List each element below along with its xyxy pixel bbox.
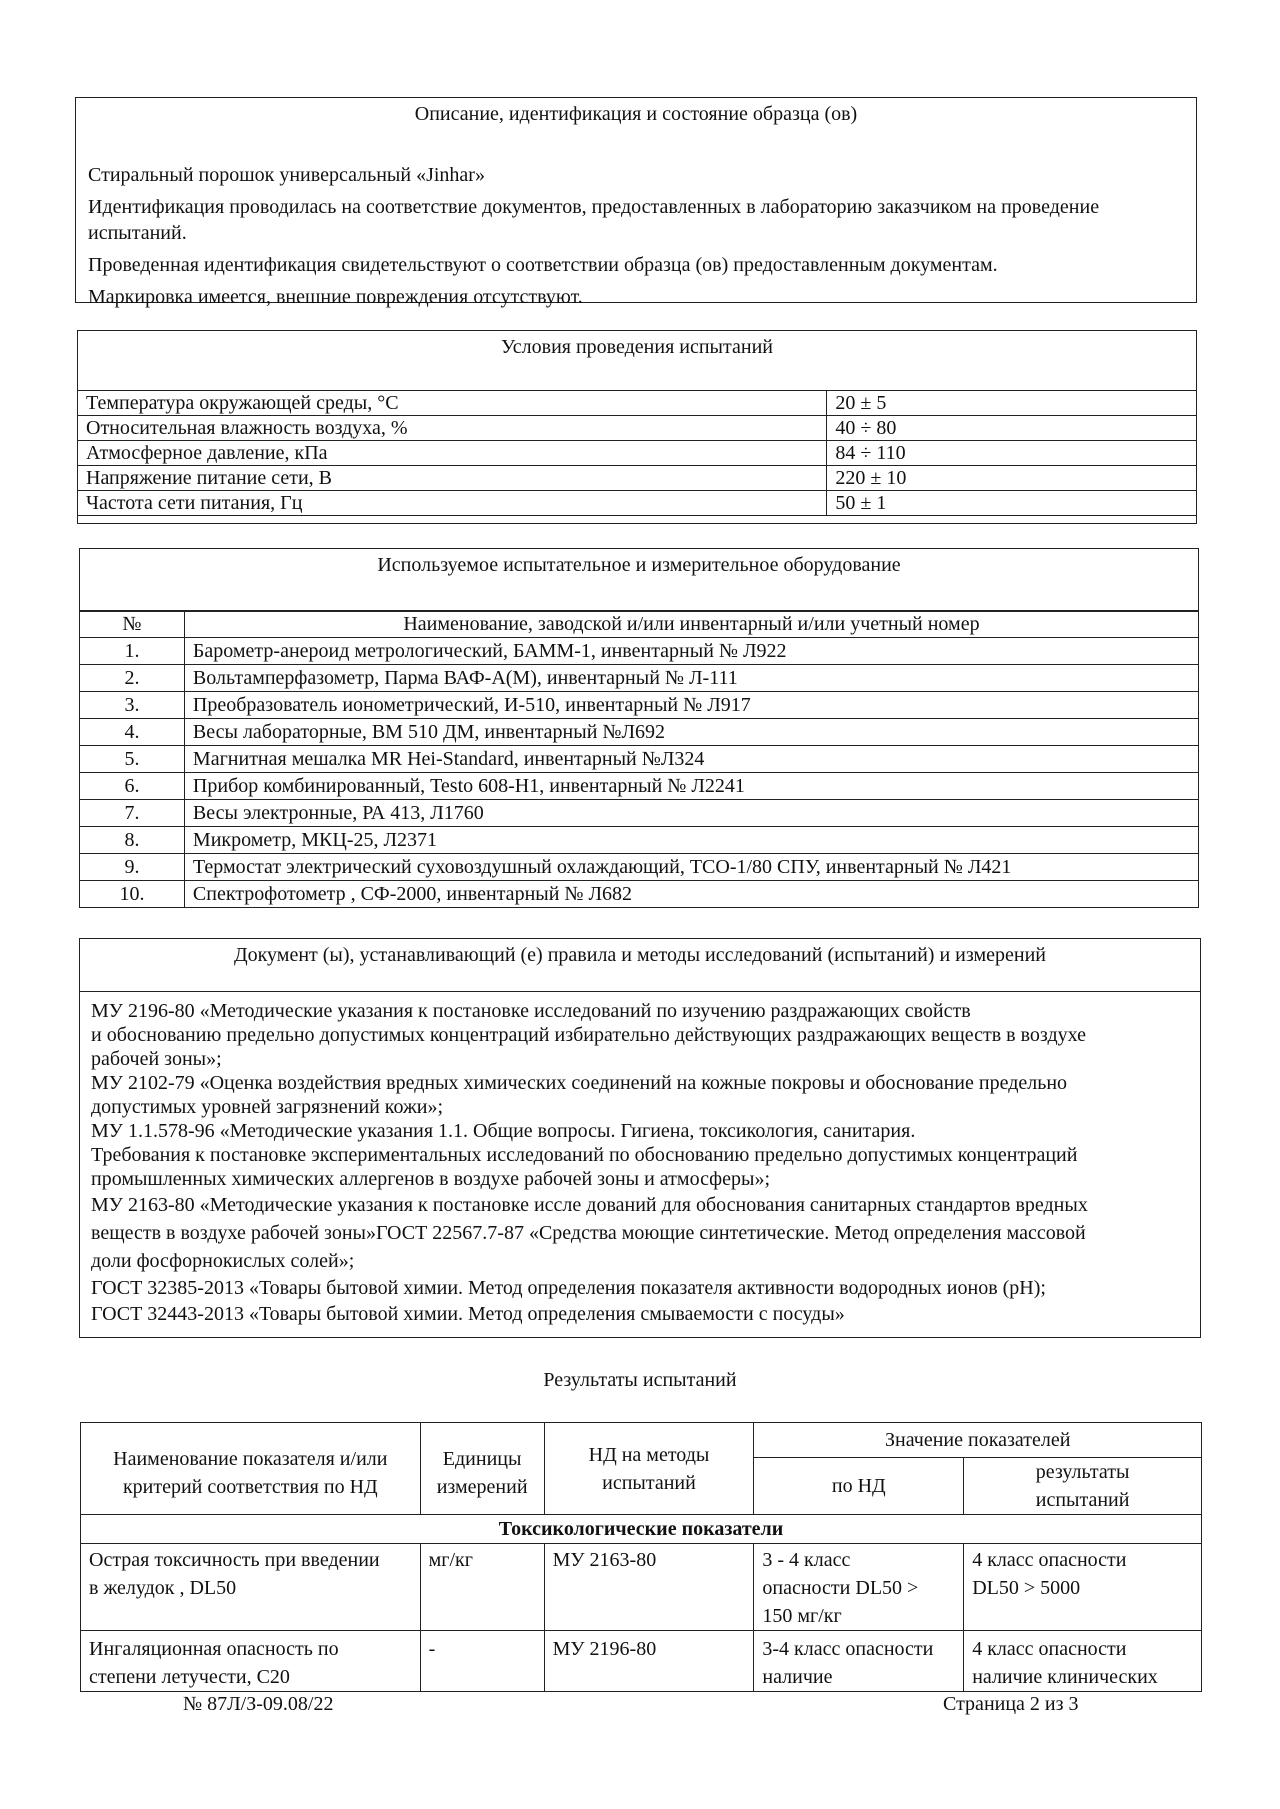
col-header-nd: по НД [754, 1458, 964, 1515]
sample-line: испытаний. [88, 222, 187, 244]
table-row [78, 441, 1197, 466]
sample-description-title: Описание, идентификация и состояние образца (ов) [414, 103, 858, 125]
col-header-values: Значение показателей [754, 1423, 1202, 1458]
document-line: допустимых уровней загрязнений кожи»; [91, 1096, 444, 1118]
equipment-no: 4. [80, 719, 185, 746]
section-title: Токсикологические показатели [81, 1515, 1202, 1544]
table-row [80, 719, 1199, 746]
table-row [78, 391, 1197, 416]
result-indicator-line: в желудок , DL50 [89, 1577, 237, 1599]
col-header-units-line: измерений [436, 1475, 528, 1498]
equipment-name: Весы электронные, РА 413, Л1760 [184, 800, 1198, 827]
document-line: ГОСТ 32385-2013 «Товары бытовой химии. Метод определения показателя активности водородных ионов (рН); [91, 1277, 1046, 1299]
equipment-no: 1. [80, 638, 185, 665]
result-nd-line: наличие [762, 1666, 833, 1688]
result-value-line: DL50 > 5000 [972, 1577, 1081, 1599]
table-row [80, 665, 1199, 692]
sample-description-box [75, 97, 1197, 308]
condition-label: Напряжение питание сети, В [78, 466, 827, 491]
condition-value: 20 ± 5 [827, 391, 1197, 416]
col-header-indicator-line: критерий соответствия по НД [122, 1475, 378, 1498]
table-row [80, 827, 1199, 854]
condition-value: 84 ÷ 110 [827, 441, 1197, 466]
equipment-no: 3. [80, 692, 185, 719]
condition-label: Частота сети питания, Гц [78, 491, 827, 516]
sample-line: Проведенная идентификация свидетельствуют о соответствии образца (ов) предоставленным документам. [88, 254, 998, 276]
document-line: МУ 1.1.578-96 «Методические указания 1.1. Общие вопросы. Гигиена, токсикология, санитария. [91, 1120, 916, 1142]
document-line: и обоснованию предельно допустимых концентраций избирательно действующих раздражающих веществ в воздухе [91, 1024, 1087, 1046]
equipment-name: Спектрофотометр , СФ-2000, инвентарный № Л682 [184, 881, 1198, 908]
document-line: МУ 2102-79 «Оценка воздействия вредных химических соединений на кожные покровы и обоснование предельно [91, 1072, 1068, 1094]
result-nd-line: 3-4 класс опасности [762, 1638, 934, 1660]
result-nd-line: 3 - 4 класс [762, 1549, 851, 1571]
equipment-no: 2. [80, 665, 185, 692]
result-value-line: 4 класс опасности [972, 1549, 1127, 1571]
sample-line: Стиральный порошок универсальный «Jinhar» [88, 164, 485, 186]
result-nd [754, 1631, 964, 1692]
document-line: промышленных химических аллергенов в воздухе рабочей зоны и атмосферы»; [91, 1168, 771, 1190]
sample-line: Идентификация проводилась на соответствие документов, предоставленных в лабораторию заказчиком на проведение [88, 196, 1100, 218]
equipment-name: Термостат электрический суховоздушный охлаждающий, ТСО-1/80 СПУ, инвентарный № Л421 [184, 854, 1198, 881]
document-line: ГОСТ 32443-2013 «Товары бытовой химии. Метод определения смываемости с посуды» [91, 1303, 845, 1325]
equipment-no: 10. [80, 881, 185, 908]
document-number: № 87Л/З-09.08/22 [183, 1693, 334, 1715]
table-row [80, 800, 1199, 827]
result-value-line: 4 класс опасности [972, 1638, 1127, 1660]
result-nd [754, 1544, 964, 1631]
equipment-no: 7. [80, 800, 185, 827]
documents-title: Документ (ы), устанавливающий (е) правила и методы исследований (испытаний) и измерений [233, 944, 1046, 966]
equipment-name: Барометр-анероид метрологический, БАММ-1, инвентарный № Л922 [184, 638, 1198, 665]
result-method: МУ 2196-80 [544, 1631, 754, 1692]
table-row [81, 1631, 1202, 1692]
col-header-method [544, 1423, 754, 1515]
document-line: рабочей зоны»; [91, 1048, 222, 1070]
result-indicator-line: Ингаляционная опасность по [89, 1638, 339, 1660]
result-value [964, 1544, 1202, 1631]
document-line: веществ в воздухе рабочей зоны»ГОСТ 22567.7-87 «Средства моющие синтетические. Метод определения массовой [91, 1222, 1086, 1244]
equipment-name: Преобразователь иономeтрический, И-510, инвентарный № Л917 [184, 692, 1198, 719]
equipment-name: Вольтамперфазометр, Парма ВАФ-А(М), инвентарный № Л-111 [184, 665, 1198, 692]
document-line: доли фосфорнокислых солей»; [91, 1250, 355, 1272]
equipment-title: Используемое испытательное и измерительное оборудование [377, 554, 901, 576]
result-units: мг/кг [420, 1544, 544, 1631]
condition-label: Относительная влажность воздуха, % [78, 416, 827, 441]
conditions-table [77, 390, 1197, 516]
table-row [78, 491, 1197, 516]
equipment-name: Магнитная мешалка MR Hei-Standard, инвентарный №Л324 [184, 746, 1198, 773]
condition-value: 50 ± 1 [827, 491, 1197, 516]
table-row [78, 466, 1197, 491]
equipment-name: Микрометр, МКЦ-25, Л2371 [184, 827, 1198, 854]
condition-label: Температура окружающей среды, °С [78, 391, 827, 416]
result-indicator-line: Острая токсичность при введении [89, 1549, 380, 1571]
table-row [80, 692, 1199, 719]
table-row [78, 416, 1197, 441]
condition-value: 220 ± 10 [827, 466, 1197, 491]
document-line: МУ 2163-80 «Методические указания к постановке иссле дований для обоснования санитарных стандартов вредных [91, 1194, 1088, 1216]
equipment-box [79, 548, 1199, 612]
col-header-method-line: НД на методы [588, 1443, 710, 1466]
table-row [80, 881, 1199, 908]
conditions-title: Условия проведения испытаний [501, 336, 773, 358]
table-row [80, 854, 1199, 881]
condition-value: 40 ÷ 80 [827, 416, 1197, 441]
col-header-name: Наименование, заводской и/или инвентарный и/или учетный номер [184, 611, 1198, 638]
results-table [80, 1422, 1202, 1692]
result-method: МУ 2163-80 [544, 1544, 754, 1631]
equipment-name: Весы лабораторные, ВМ 510 ДМ, инвентарный №Л692 [184, 719, 1198, 746]
result-nd-line: опасности DL50 > [762, 1577, 919, 1599]
result-indicator [81, 1631, 421, 1692]
table-header-row [81, 1423, 1202, 1458]
equipment-no: 8. [80, 827, 185, 854]
col-header-result-line: испытаний [1035, 1489, 1130, 1511]
result-units: - [420, 1631, 544, 1692]
table-row [81, 1544, 1202, 1631]
col-header-method-line: испытаний [602, 1471, 696, 1494]
documents-box [79, 938, 1201, 1338]
table-header-row [80, 611, 1199, 638]
col-header-indicator-line: Наименование показателя и/или [113, 1447, 388, 1470]
result-indicator [81, 1544, 421, 1631]
result-value-line: наличие клинических [972, 1666, 1158, 1688]
table-row [80, 746, 1199, 773]
document-line: Требования к постановке экспериментальных исследований по обоснованию предельно допустимых концентраций [91, 1144, 1078, 1166]
col-header-no: № [80, 611, 185, 638]
section-row [81, 1515, 1202, 1544]
equipment-name: Прибор комбинированный, Testo 608-Н1, инвентарный № Л2241 [184, 773, 1198, 800]
results-heading: Результаты испытаний [543, 1369, 737, 1391]
col-header-units [420, 1423, 544, 1515]
document-line: МУ 2196-80 «Методические указания к постановке исследований по изучению раздражающих свойств [91, 1000, 971, 1022]
equipment-no: 5. [80, 746, 185, 773]
result-indicator-line: степени летучести, С20 [89, 1666, 290, 1688]
result-value [964, 1631, 1202, 1692]
table-row [80, 638, 1199, 665]
equipment-no: 6. [80, 773, 185, 800]
col-header-result-line: результаты [1035, 1461, 1130, 1483]
result-nd-line: 150 мг/кг [762, 1605, 842, 1627]
table-row [80, 773, 1199, 800]
col-header-result [964, 1458, 1202, 1515]
sample-line: Маркировка имеется, внешние повреждения отсутствуют. [88, 286, 583, 308]
page-number: Страница 2 из 3 [943, 1693, 1079, 1715]
equipment-no: 9. [80, 854, 185, 881]
equipment-table [79, 610, 1199, 908]
col-header-indicator [81, 1423, 421, 1515]
condition-label: Атмосферное давление, кПа [78, 441, 827, 466]
col-header-units-line: Единицы [442, 1447, 522, 1470]
